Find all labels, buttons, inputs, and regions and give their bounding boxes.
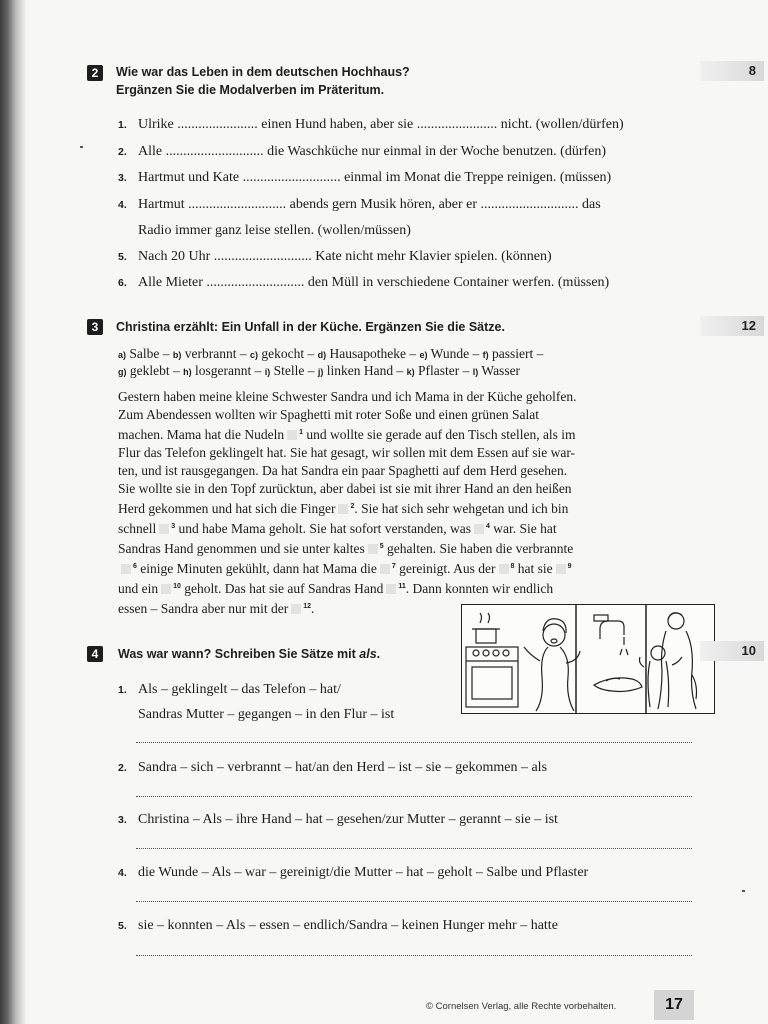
item-number: 2. bbox=[118, 762, 127, 774]
story-fragment: gehalten. Sie haben die verbrannte bbox=[386, 541, 574, 556]
scan-edge-shadow bbox=[0, 0, 26, 1024]
item-number: 3. bbox=[118, 172, 127, 184]
exercise-4-heading-end: . bbox=[376, 647, 381, 661]
choice-letter: l) bbox=[472, 367, 479, 377]
gap-number: 7 bbox=[391, 563, 396, 570]
exercise-4-points: 10 bbox=[700, 641, 764, 661]
item-number: 2. bbox=[118, 146, 127, 158]
story-line: ten, und ist rausgegangen. Da hat Sandra ein paar Spaghetti auf dem Herd gesehen. bbox=[118, 463, 568, 478]
item-number: 5. bbox=[118, 920, 127, 932]
gap-number: 2 bbox=[350, 503, 355, 510]
scan-mark bbox=[742, 890, 745, 892]
choice-word: geklebt – bbox=[129, 363, 180, 378]
story-line bbox=[118, 578, 576, 598]
story-line bbox=[118, 538, 576, 558]
item-text: Nach 20 Uhr ............................ Kate nicht mehr Klavier spielen. (können) bbox=[138, 249, 552, 264]
gap-box bbox=[368, 544, 378, 554]
exercise-2-item-6 bbox=[118, 274, 609, 292]
gap-box bbox=[499, 564, 509, 574]
item-text: Als – geklingelt – das Telefon – hat/ bbox=[138, 682, 341, 697]
exercise-2-number: 2 bbox=[87, 65, 103, 81]
story-line: Zum Abendessen wollten wir Spaghetti mit roter Soße und einen grünen Salat bbox=[118, 407, 540, 422]
item-text: Alle Mieter ............................ den Müll in verschiedene Container werfen. (müssen) bbox=[138, 275, 610, 290]
exercise-4-item-3 bbox=[118, 811, 558, 829]
item-number: 1. bbox=[118, 119, 127, 131]
item-text: Hartmut ............................ abends gern Musik hören, aber er ............................ das bbox=[138, 197, 601, 212]
choice-letter: j) bbox=[317, 367, 324, 377]
gap-number: 12 bbox=[303, 603, 311, 610]
answer-line-2[interactable] bbox=[136, 796, 692, 797]
choice-letter: h) bbox=[183, 367, 192, 377]
exercise-2-item-4-cont bbox=[118, 222, 411, 240]
choice-letter: f) bbox=[482, 350, 489, 360]
story-line: Flur das Telefon geklingelt hat. Sie hat gesagt, wir sollen mit dem Essen auf sie war- bbox=[118, 445, 576, 460]
exercise-4-heading-text: Was war wann? Schreiben Sie Sätze mit bbox=[118, 647, 360, 661]
choice-word: linken Hand – bbox=[326, 363, 404, 378]
choice-word: Wasser bbox=[481, 363, 521, 378]
story-fragment: schnell bbox=[118, 521, 157, 536]
item-number: 6. bbox=[118, 277, 127, 289]
exercise-4-item-4 bbox=[118, 864, 588, 882]
item-text: Radio immer ganz leise stellen. (wollen/müssen) bbox=[138, 223, 411, 238]
story-fragment: und habe Mama geholt. Sie hat sofort verstanden, was bbox=[178, 521, 471, 536]
exercise-2-heading-line1: Wie war das Leben in dem deutschen Hochhaus? bbox=[116, 65, 410, 79]
gap-box bbox=[291, 604, 301, 614]
story-fragment: Herd gekommen und hat sich die Finger bbox=[118, 501, 336, 516]
story-text bbox=[118, 388, 576, 618]
gap-number: 3 bbox=[171, 523, 176, 530]
exercise-4-number: 4 bbox=[87, 646, 103, 662]
item-number: 1. bbox=[118, 684, 127, 696]
choice-word: passiert – bbox=[491, 346, 544, 361]
accident-illustration bbox=[461, 604, 715, 714]
choice-letter: g) bbox=[118, 367, 127, 377]
choice-letter: c) bbox=[250, 350, 259, 360]
exercise-2-item-5 bbox=[118, 248, 552, 266]
story-fragment: war. Sie hat bbox=[493, 521, 557, 536]
choice-word: verbrannt – bbox=[184, 346, 247, 361]
answer-line-3[interactable] bbox=[136, 848, 692, 849]
story-fragment: gereinigt. Aus der bbox=[399, 561, 496, 576]
choice-word: Stelle – bbox=[273, 363, 315, 378]
item-text: Hartmut und Kate ............................ einmal im Monat die Treppe reinigen. (müssen) bbox=[138, 170, 612, 185]
item-text: Sandra – sich – verbrannt – hat/an den Herd – ist – sie – gekommen – als bbox=[138, 760, 548, 775]
exercise-4-heading bbox=[118, 645, 380, 663]
item-text: die Wunde – Als – war – gereinigt/die Mutter – hat – geholt – Salbe und Pflaster bbox=[138, 865, 589, 880]
answer-line-1[interactable] bbox=[136, 742, 692, 743]
answer-line-4[interactable] bbox=[136, 901, 692, 902]
exercise-4-item-5 bbox=[118, 917, 558, 935]
story-fragment: . Dann konnten wir endlich bbox=[405, 581, 554, 596]
choice-word: Salbe – bbox=[129, 346, 170, 361]
item-number: 4. bbox=[118, 199, 127, 211]
item-number: 5. bbox=[118, 251, 127, 263]
gap-number: 6 bbox=[133, 563, 137, 570]
exercise-2-heading-line2: Ergänzen Sie die Modalverben im Präteritum. bbox=[116, 83, 385, 97]
gap-number: 5 bbox=[379, 543, 384, 550]
exercise-3-heading: Christina erzählt: Ein Unfall in der Küche. Ergänzen Sie die Sätze. bbox=[116, 320, 505, 334]
kitchen-accident-comic bbox=[462, 605, 714, 713]
choice-letter: k) bbox=[406, 367, 415, 377]
gap-box bbox=[161, 584, 171, 594]
exercise-3-word-bank-line-2 bbox=[118, 362, 520, 381]
story-fragment: essen – Sandra aber nur mit der bbox=[118, 601, 289, 616]
exercise-3-points: 12 bbox=[700, 316, 764, 336]
exercise-4-item-1-cont bbox=[118, 706, 394, 724]
story-fragment: und ein bbox=[118, 581, 159, 596]
gap-box bbox=[159, 524, 169, 534]
choice-word: losgerannt – bbox=[195, 363, 262, 378]
item-number: 4. bbox=[118, 867, 127, 879]
gap-number: 1 bbox=[299, 429, 303, 436]
story-fragment: machen. Mama hat die Nudeln bbox=[118, 427, 285, 442]
choice-letter: b) bbox=[172, 350, 182, 360]
story-fragment: geholt. Das hat sie auf Sandras Hand bbox=[184, 581, 384, 596]
item-number: 3. bbox=[118, 814, 127, 826]
choice-letter: e) bbox=[419, 350, 428, 360]
story-fragment: einige Minuten gekühlt, dann hat Mama die bbox=[140, 561, 377, 576]
gap-box bbox=[386, 584, 396, 594]
story-fragment: . Sie hat sich sehr wehgetan und ich bin bbox=[354, 501, 569, 516]
exercise-4-item-1 bbox=[118, 681, 341, 699]
choice-word: gekocht – bbox=[261, 346, 315, 361]
story-line bbox=[118, 424, 576, 444]
exercise-3-number: 3 bbox=[87, 319, 103, 335]
exercise-2-item-3 bbox=[118, 169, 611, 187]
copyright-notice: © Cornelsen Verlag, alle Rechte vorbehalten. bbox=[426, 1001, 617, 1012]
story-line bbox=[118, 558, 576, 578]
gap-box bbox=[338, 504, 348, 514]
gap-box bbox=[287, 430, 297, 440]
choice-word: Pflaster – bbox=[418, 363, 470, 378]
exercise-4-item-2 bbox=[118, 759, 547, 777]
story-line: Sie wollte sie in den Topf zurücktun, aber dabei ist sie mit ihrer Hand an den heißen bbox=[118, 481, 572, 496]
item-text: Alle ............................ die Waschküche nur einmal in der Woche benutzen. (dürfen) bbox=[138, 144, 607, 159]
choice-letter: d) bbox=[317, 350, 327, 360]
gap-number: 8 bbox=[510, 563, 515, 570]
gap-box bbox=[121, 564, 131, 574]
exercise-2-points: 8 bbox=[700, 61, 764, 81]
page-number: 17 bbox=[654, 990, 694, 1020]
story-line: Gestern haben meine kleine Schwester Sandra und ich Mama in der Küche geholfen. bbox=[118, 389, 577, 404]
item-text: Christina – Als – ihre Hand – hat – gesehen/zur Mutter – gerannt – sie – ist bbox=[138, 812, 558, 827]
story-line bbox=[118, 518, 576, 538]
choice-letter: i) bbox=[264, 367, 271, 377]
story-fragment: und wollte sie gerade auf den Tisch stellen, als im bbox=[306, 427, 576, 442]
gap-box bbox=[380, 564, 390, 574]
item-text: sie – konnten – Als – essen – endlich/Sandra – keinen Hunger mehr – hatte bbox=[138, 918, 558, 933]
choice-word: Hausapotheke – bbox=[329, 346, 417, 361]
item-text: Sandras Mutter – gegangen – in den Flur – ist bbox=[138, 707, 395, 722]
worksheet-page bbox=[26, 0, 768, 1024]
exercise-2-item-2 bbox=[118, 143, 606, 161]
story-fragment: Sandras Hand genommen und sie unter kaltes bbox=[118, 541, 365, 556]
choice-letter: a) bbox=[118, 350, 127, 360]
stove-shape bbox=[466, 647, 518, 707]
exercise-2-item-1 bbox=[118, 116, 624, 134]
gap-box bbox=[474, 524, 484, 534]
exercise-2-heading bbox=[116, 63, 410, 99]
story-fragment: hat sie bbox=[517, 561, 553, 576]
gap-number: 10 bbox=[173, 583, 181, 590]
item-text: Ulrike ....................... einen Hund haben, aber sie ....................... nicht. (wollen/dürfen) bbox=[138, 117, 624, 132]
gap-box bbox=[556, 564, 566, 574]
story-fragment: . bbox=[311, 601, 315, 616]
gap-number: 4 bbox=[485, 523, 490, 530]
answer-line-5[interactable] bbox=[136, 955, 692, 956]
exercise-4-heading-emphasis: als bbox=[359, 647, 377, 661]
gap-number: 11 bbox=[398, 583, 406, 590]
story-line bbox=[118, 498, 576, 518]
scan-mark bbox=[80, 146, 83, 148]
choice-word: Wunde – bbox=[430, 346, 480, 361]
gap-number: 9 bbox=[567, 563, 572, 570]
exercise-2-item-4 bbox=[118, 196, 601, 214]
